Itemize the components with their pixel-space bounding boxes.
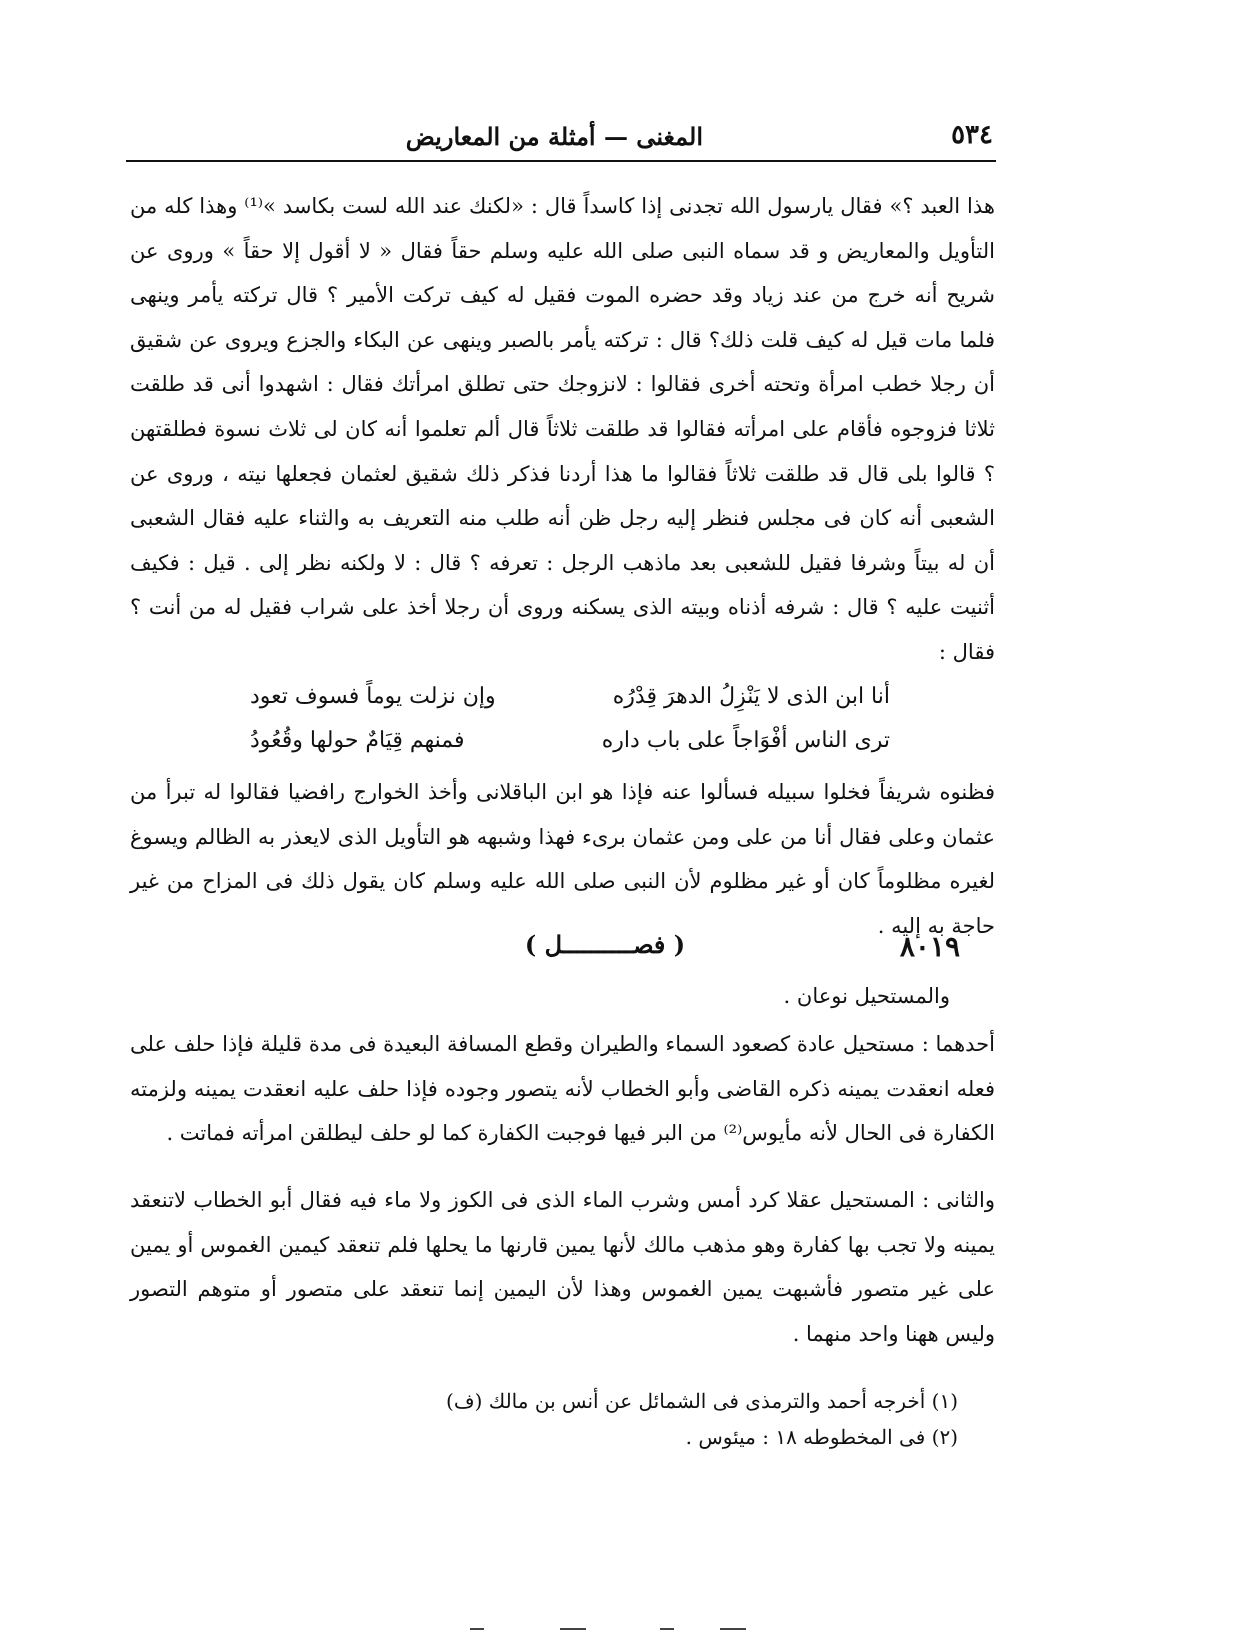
verse-1-first-hemistich: أنا ابن الذى لا يَنْزِلُ الدهرَ قِدْرُه <box>612 684 890 709</box>
page-number: ٥٣٤ <box>951 120 993 150</box>
running-title: المغنى — أمثلة من المعاريض <box>405 122 703 151</box>
section-heading: ( فصــــــــــل ) <box>524 930 686 959</box>
paragraph-3: والمستحيل نوعان . <box>783 984 950 1008</box>
footnotes <box>430 1383 958 1455</box>
paragraph-1: هذا العبد ؟» فقال يارسول الله تجدنى إذا كاسداً قال : «لكنك عند الله لست بكاسد »⁽¹⁾ وهذا كله من التأويل والمعاريض و قد سماه النبى صلى الله عليه وسلم حقاً فقال « لا أقول إلا حقاً » وروى عن شريح أنه خرج من عند زياد وقد حضره الموت فقيل له كيف تركت الأمير ؟ قال تركته يأمر وينهى فلما مات قيل له كيف قلت ذلك؟ قال : تركته يأمر بالصبر وينهى عن البكاء والجزع ويروى عن شقيق أن رجلا خطب امرأة وتحته أخرى فقالوا : لانزوجك حتى تطلق امرأتك فقال : اشهدوا أنى قد طلقت ثلاثا فزوجوه فأقام على امرأته فقالوا قد طلقت ثلاثاً قال ألم تعلموا أنه كان لى ثلاث نسوة فطلقتهن ؟ قالوا بلى قال قد طلقت ثلاثاً فقالوا ما هذا أردنا فذكر ذلك شقيق لعثمان فجعلها نيته ، وروى عن الشعبى أنه كان فى مجلس فنظر إليه رجل ظن أنه طلب منه التعريف به والثناء عليه فقال الشعبى أن له بيتاً وشرفا فقيل للشعبى بعد ماذهب الرجل : تعرفه ؟ قال : لا ولكنه نظر إلى . قيل : فكيف أثنيت عليه ؟ قال : شرفه أذناه وبيته الذى يسكنه وروى أن رجلا أخذ على شراب فقيل له من أنت ؟ فقال : <box>130 194 995 664</box>
footnote-1: (١) أخرجه أحمد والترمذى فى الشمائل عن أنس بن مالك (ف) <box>446 1389 958 1413</box>
verse-1-second-hemistich: وإن نزلت يوماً فسوف تعود <box>250 684 496 709</box>
verse-line-2 <box>250 728 890 772</box>
paragraph-2: فظنوه شريفاً فخلوا سبيله فسألوا عنه فإذا هو ابن الباقلانى وأخذ الخوارج رافضيا فقالوا له تبرأ من عثمان وعلى فقال أنا من على ومن عثمان برىء فهذا وشبهه هو التأويل الذى لايعذر به الظالم ويسوغ لغيره مظلوماً كان أو غير مظلوم لأن النبى صلى الله عليه وسلم كان يقول ذلك فى المزاح من غير حاجة به إليه . <box>130 780 995 938</box>
header-rule <box>126 160 996 162</box>
page-header <box>128 112 993 160</box>
verse-2-second-hemistich: فمنهم قِيَامٌ حولها وقُعُودُ <box>250 728 465 753</box>
verse-line-1 <box>250 684 890 728</box>
paragraph-5: والثانى : المستحيل عقلا كرد أمس وشرب الماء الذى فى الكوز ولا ماء فيه فقال أبو الخطاب لاتنعقد يمينه ولا تجب بها كفارة وهو مذهب مالك لأنها يمين قارنها ما يحلها فلم تنعقد كيمين الغموس أو يمين على غير متصور فأشبهت يمين الغموس وهذا لأن اليمين إنما تنعقد على متصور أو متوهم التصور وليس ههنا واحد منهما . <box>130 1188 995 1346</box>
footnote-2: (٢) فى المخطوطه ١٨ : ميئوس . <box>685 1425 958 1449</box>
scan-artifact-marks <box>470 1628 790 1630</box>
verse-2-first-hemistich: ترى الناس أفْوَاجاً على باب داره <box>601 728 890 753</box>
paragraph-4: أحدهما : مستحيل عادة كصعود السماء والطيران وقطع المسافة البعيدة فى مدة قليلة فإذا حلف على فعله انعقدت يمينه ذكره القاضى وأبو الخطاب لأنه يتصور وجوده فإذا حلف عليه انعقدت يمينه ولزمته الكفارة فى الحال لأنه مأيوس⁽²⁾ من البر فيها فوجبت الكفارة كما لو حلف ليطلقن امرأته فماتت . <box>130 1032 995 1146</box>
section-number: ٨٠١٩ <box>899 930 960 963</box>
section-header <box>480 930 960 974</box>
